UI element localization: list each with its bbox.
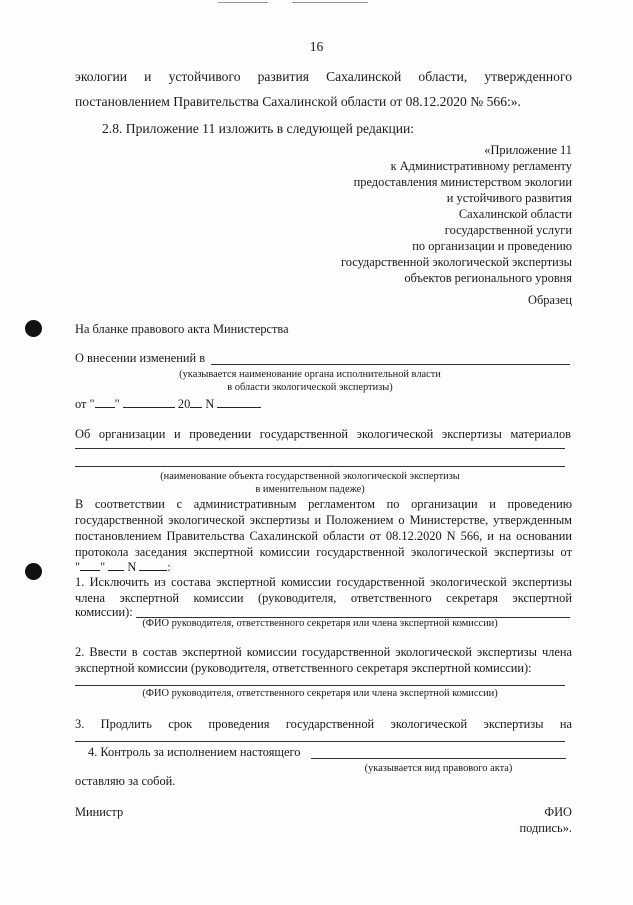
date-n: N <box>205 397 215 411</box>
basis-line-2: государственной экологической экспертизы и Положением о Министерстве, утвержденным <box>75 513 572 527</box>
p2-fio-hint: (ФИО руководителя, ответственного секретаря или члена экспертной комиссии) <box>142 688 498 699</box>
basis-month-blank <box>108 558 124 571</box>
appendix-line: государственной услуги <box>444 223 572 237</box>
object-field-line <box>75 466 565 467</box>
scan-artifact <box>292 2 368 3</box>
date-quote: " <box>114 397 120 411</box>
basis-line-1: В соответствии с административным регламентом по организации и проведению <box>75 497 572 511</box>
blank-header: На бланке правового акта Министерства <box>75 322 289 336</box>
org-line: Об организации и проведении государственной экологической экспертизы материалов <box>75 427 571 441</box>
basis-date-line <box>75 558 171 575</box>
p4-tail: оставляю за собой. <box>75 774 176 788</box>
basis-quote-open: " <box>75 560 81 574</box>
date-year-blank <box>190 395 202 408</box>
intro-line-2: постановлением Правительства Сахалинской области от 08.12.2020 № 566:». <box>75 94 521 109</box>
punch-hole <box>25 320 42 337</box>
date-day-blank <box>95 395 115 408</box>
intro-line-1: экологии и устойчивого развития Сахалинской области, утвержденного <box>75 69 572 84</box>
amend-hint-2: в области экологической экспертизы) <box>227 382 393 393</box>
basis-line-3: постановлением Правительства Сахалинской области от 08.12.2020 N 566, и на основании <box>75 529 572 543</box>
p1-line-3: комиссии): <box>75 605 133 619</box>
object-hint-1: (наименование объекта государственной экологической экспертизы <box>160 471 460 482</box>
p3-line: 3. Продлить срок проведения государственной экологической экспертизы на <box>75 717 572 731</box>
basis-number-blank <box>139 558 167 571</box>
appendix-line: и устойчивого развития <box>446 191 572 205</box>
date-number-blank <box>217 395 261 408</box>
basis-n: N <box>127 560 137 574</box>
fio-label: ФИО <box>544 805 572 819</box>
sample-label: Образец <box>528 293 572 307</box>
appendix-line: государственной экологической экспертизы <box>340 255 572 269</box>
date-from: от " <box>75 397 95 411</box>
appendix-line: Сахалинской области <box>458 207 572 221</box>
date-line <box>75 395 261 412</box>
basis-colon: : <box>167 560 171 574</box>
p4-field-line <box>311 758 566 759</box>
p2-line-1: 2. Ввести в состав экспертной комиссии государственной экологической экспертизы члена <box>75 645 572 659</box>
amend-hint-1: (указывается наименование органа исполнительной власти <box>179 369 441 380</box>
p1-line-2: члена экспертной комиссии (руководителя, ответственного секретаря экспертной <box>75 591 572 605</box>
basis-day-blank <box>80 558 100 571</box>
appendix-line: объектов регионального уровня <box>404 271 572 285</box>
appendix-line: по организации и проведению <box>412 239 572 253</box>
p1-line-1: 1. Исключить из состава экспертной комиссии государственной экологической экспертизы <box>75 575 572 589</box>
p1-fio-hint: (ФИО руководителя, ответственного секретаря или члена экспертной комиссии) <box>142 618 498 629</box>
p4-hint: (указывается вид правового акта) <box>364 763 513 774</box>
object-field-line <box>75 448 565 449</box>
signature-label: подпись». <box>519 821 572 835</box>
p3-field-line <box>75 741 565 742</box>
amend-label: О внесении изменений в <box>75 351 206 365</box>
appendix-line: «Приложение 11 <box>484 143 572 157</box>
p2-line-2: экспертной комиссии (руководителя, ответственного секретаря экспертной комиссии): <box>75 661 532 675</box>
scan-artifact <box>218 2 268 3</box>
p2-fio-line <box>75 685 565 686</box>
appendix-line: к Административному регламенту <box>390 159 572 173</box>
basis-quote-close: " <box>100 560 106 574</box>
minister-label: Министр <box>75 805 124 819</box>
date-month-blank <box>123 395 175 408</box>
page-number: 16 <box>309 39 324 54</box>
punch-hole <box>25 563 42 580</box>
appendix-line: предоставления министерством экологии <box>353 175 572 189</box>
date-year: 20 <box>177 397 191 411</box>
basis-line-4: протокола заседания экспертной комиссии государственной экологической экспертизы от <box>75 545 572 559</box>
amend-field-line <box>211 364 570 365</box>
p4-line: 4. Контроль за исполнением настоящего <box>88 745 301 759</box>
item-2-8: 2.8. Приложение 11 изложить в следующей редакции: <box>102 121 415 136</box>
object-hint-2: в именительном падеже) <box>255 484 365 495</box>
